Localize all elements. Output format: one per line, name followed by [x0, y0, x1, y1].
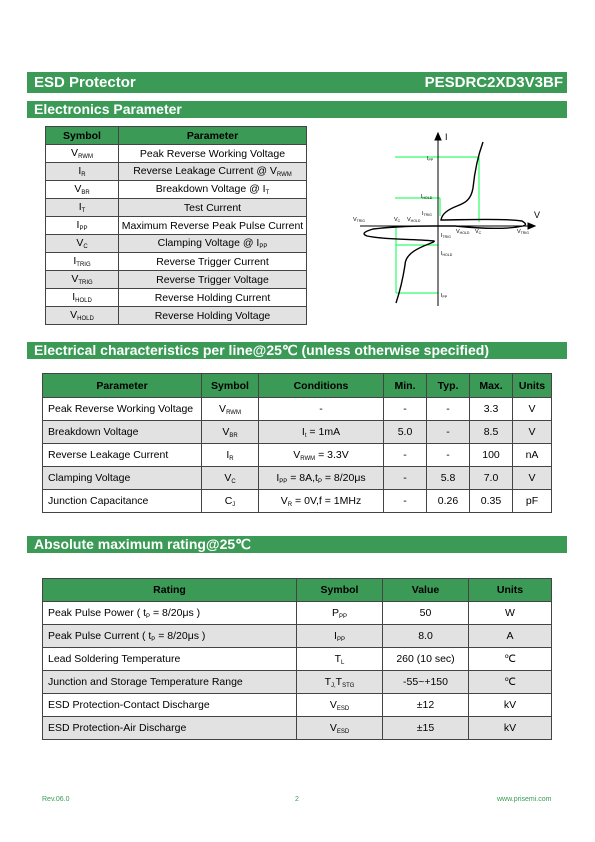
table-row: [43, 717, 552, 740]
max-cell: 8.5: [470, 421, 513, 444]
units-cell: V: [513, 467, 552, 490]
rating-cell: Junction and Storage Temperature Range: [43, 671, 297, 694]
axis-v-label: V: [534, 210, 541, 220]
parameter-cell: Reverse Trigger Current: [119, 253, 307, 271]
max-cell: 7.0: [470, 467, 513, 490]
symbol-cell: $V_C$: [202, 467, 259, 490]
symbol-cell: $V_{HOLD}$: [46, 307, 119, 325]
table-row: [46, 253, 307, 271]
header-title: ESD Protector: [34, 74, 136, 91]
value-cell: ±12: [383, 694, 469, 717]
min-cell: -: [384, 398, 427, 421]
table-row: [43, 625, 552, 648]
typ-cell: -: [427, 421, 470, 444]
table-row: [46, 145, 307, 163]
table-row: [46, 289, 307, 307]
parameter-cell: Reverse Leakage Current: [43, 444, 202, 467]
symbol-cell: $P_{PP}$: [297, 602, 383, 625]
parameter-cell: Reverse Holding Voltage: [119, 307, 307, 325]
col-parameter: Parameter: [119, 127, 307, 145]
svg-text:IHOLD: IHOLD: [441, 251, 453, 257]
section-electrical-characteristics: Electrical characteristics per line@25℃ (unless otherwise specified): [27, 342, 567, 359]
parameter-cell: Maximum Reverse Peak Pulse Current: [119, 217, 307, 235]
symbol-cell: $I_R$: [46, 163, 119, 181]
diagram-guides: [395, 157, 479, 293]
parameter-cell: Breakdown Voltage @ $I_T$: [119, 181, 307, 199]
table-row: [46, 199, 307, 217]
svg-text:VHOLD: VHOLD: [407, 217, 421, 223]
parameter-cell: Test Current: [119, 199, 307, 217]
table-row: [43, 398, 552, 421]
svg-text:VC: VC: [394, 217, 401, 223]
min-cell: -: [384, 444, 427, 467]
col-symbol: Symbol: [46, 127, 119, 145]
table-row: [46, 181, 307, 199]
svg-text:ITRIG: ITRIG: [422, 211, 432, 217]
units-cell: W: [469, 602, 552, 625]
typ-cell: 0.26: [427, 490, 470, 513]
parameter-cell: Reverse Trigger Voltage: [119, 271, 307, 289]
typ-cell: -: [427, 444, 470, 467]
conditions-cell: $I_t = 1mA$: [259, 421, 384, 444]
symbol-cell: $I_{PP}$: [297, 625, 383, 648]
parameter-table: [45, 126, 307, 325]
rating-cell: Lead Soldering Temperature: [43, 648, 297, 671]
parameter-cell: Clamping Voltage @ $I_{PP}$: [119, 235, 307, 253]
footer-page-number: 2: [295, 796, 299, 803]
units-cell: ℃: [469, 648, 552, 671]
table-row: [46, 217, 307, 235]
value-cell: -55~+150: [383, 671, 469, 694]
conditions-cell: -: [259, 398, 384, 421]
typ-cell: -: [427, 398, 470, 421]
value-cell: 260 (10 sec): [383, 648, 469, 671]
symbol-cell: $V_{ESD}$: [297, 694, 383, 717]
typ-cell: 5.8: [427, 467, 470, 490]
svg-text:VTRIG: VTRIG: [353, 217, 366, 223]
parameter-cell: Junction Capacitance: [43, 490, 202, 513]
units-cell: kV: [469, 694, 552, 717]
parameter-cell: Reverse Leakage Current @ $V_{RWM}$: [119, 163, 307, 181]
iv-characteristic-diagram: [345, 128, 545, 310]
section-absolute-maximum-rating: Absolute maximum rating@25℃: [27, 536, 567, 553]
svg-text:VC: VC: [475, 229, 482, 235]
page-header: [27, 72, 567, 93]
table-row: [46, 271, 307, 289]
svg-text:VHOLD: VHOLD: [456, 229, 470, 235]
min-cell: -: [384, 490, 427, 513]
iv-curve: [364, 142, 525, 303]
table-row: [43, 444, 552, 467]
table-row: [43, 421, 552, 444]
parameter-cell: Breakdown Voltage: [43, 421, 202, 444]
footer-revision: Rev.06.0: [42, 796, 70, 803]
units-cell: A: [469, 625, 552, 648]
table-row: [46, 163, 307, 181]
svg-text:ITRIG: ITRIG: [441, 233, 451, 239]
diagram-labels: [353, 156, 529, 299]
symbol-cell: $T_{J,}T_{STG}$: [297, 671, 383, 694]
parameter-cell: Peak Reverse Working Voltage: [119, 145, 307, 163]
table-row: [43, 671, 552, 694]
electrical-characteristics-table: Parameter Symbol Conditions Min. Typ. Max. Units Peak Reverse Working Voltage $V_{RWM}$ - - - 3.3 V Breakdown Voltage $V_{BR}$ $I_t = 1mA$ 5.0 - 8.5 V Reverse Leakage Current $I_R$ $V_{RWM} = 3.3V$ - - 100 nA Clamping Voltage $V_C$ $I_{PP} = 8A,t_P = 8/20\mu s$ - 5.8 7.0 V Junction Capacitance $C_J$ $V_R = 0V,f = 1MHz$ - 0.26 0.35 pF: [42, 373, 552, 513]
section-electronics-parameter: Electronics Parameter: [27, 101, 567, 118]
parameter-cell: Peak Reverse Working Voltage: [43, 398, 202, 421]
symbol-cell: $V_{RWM}$: [46, 145, 119, 163]
units-cell: kV: [469, 717, 552, 740]
svg-text:IHOLD: IHOLD: [421, 194, 433, 200]
symbol-cell: $I_{TRIG}$: [46, 253, 119, 271]
table-row: [46, 235, 307, 253]
conditions-cell: $V_R = 0V,f = 1MHz$: [259, 490, 384, 513]
max-cell: 100: [470, 444, 513, 467]
value-cell: 50: [383, 602, 469, 625]
symbol-cell: $V_{BR}$: [46, 181, 119, 199]
symbol-cell: $I_R$: [202, 444, 259, 467]
symbol-cell: $I_T$: [46, 199, 119, 217]
conditions-cell: $V_{RWM} = 3.3V$: [259, 444, 384, 467]
table-row: [43, 490, 552, 513]
symbol-cell: $T_L$: [297, 648, 383, 671]
max-cell: 3.3: [470, 398, 513, 421]
rating-cell: ESD Protection-Contact Discharge: [43, 694, 297, 717]
conditions-cell: $I_{PP} = 8A,t_P = 8/20\mu s$: [259, 467, 384, 490]
svg-text:IPP: IPP: [441, 293, 448, 299]
parameter-cell: Clamping Voltage: [43, 467, 202, 490]
symbol-cell: $V_{RWM}$: [202, 398, 259, 421]
units-cell: nA: [513, 444, 552, 467]
units-cell: pF: [513, 490, 552, 513]
symbol-cell: $V_{TRIG}$: [46, 271, 119, 289]
absolute-maximum-rating-table: Rating Symbol Value Units Peak Pulse Power ( $t_P = 8/20\mu s$ ) $P_{PP}$ 50 W Peak Pulse Current ( $t_P = 8/20\mu s$ ) $I_{PP}$ 8.0 A Lead Soldering Temperature $T_L$ 260 (10 sec) ℃ Junction and Storage Temperature Range $T_{J,}T_{STG}$ -55~+150 ℃ ESD Protection-Contact Discharge $V_{ESD}$ ±12 kV ESD Protection-Air Discharge $V_{ESD}$ ±15 kV: [42, 578, 552, 740]
svg-text:IPP: IPP: [427, 156, 434, 162]
table-row: [43, 648, 552, 671]
table-row: [46, 307, 307, 325]
parameter-cell: Reverse Holding Current: [119, 289, 307, 307]
min-cell: -: [384, 467, 427, 490]
symbol-cell: $V_{BR}$: [202, 421, 259, 444]
units-cell: V: [513, 398, 552, 421]
svg-text:VTRIG: VTRIG: [517, 229, 530, 235]
axis-i-label: I: [445, 132, 448, 142]
header-part-number: PESDRC2XD3V3BF: [424, 74, 563, 91]
symbol-cell: $C_J$: [202, 490, 259, 513]
value-cell: 8.0: [383, 625, 469, 648]
value-cell: ±15: [383, 717, 469, 740]
rating-cell: ESD Protection-Air Discharge: [43, 717, 297, 740]
table-row: [43, 694, 552, 717]
symbol-cell: $V_C$: [46, 235, 119, 253]
units-cell: V: [513, 421, 552, 444]
table-row: [43, 602, 552, 625]
min-cell: 5.0: [384, 421, 427, 444]
max-cell: 0.35: [470, 490, 513, 513]
units-cell: ℃: [469, 671, 552, 694]
table-row: [43, 467, 552, 490]
footer-website: www.prisemi.com: [497, 796, 552, 803]
rating-cell: Peak Pulse Power ( $t_P = 8/20\mu s$ ): [43, 602, 297, 625]
symbol-cell: $I_{PP}$: [46, 217, 119, 235]
symbol-cell: $V_{ESD}$: [297, 717, 383, 740]
rating-cell: Peak Pulse Current ( $t_P = 8/20\mu s$ ): [43, 625, 297, 648]
symbol-cell: $I_{HOLD}$: [46, 289, 119, 307]
